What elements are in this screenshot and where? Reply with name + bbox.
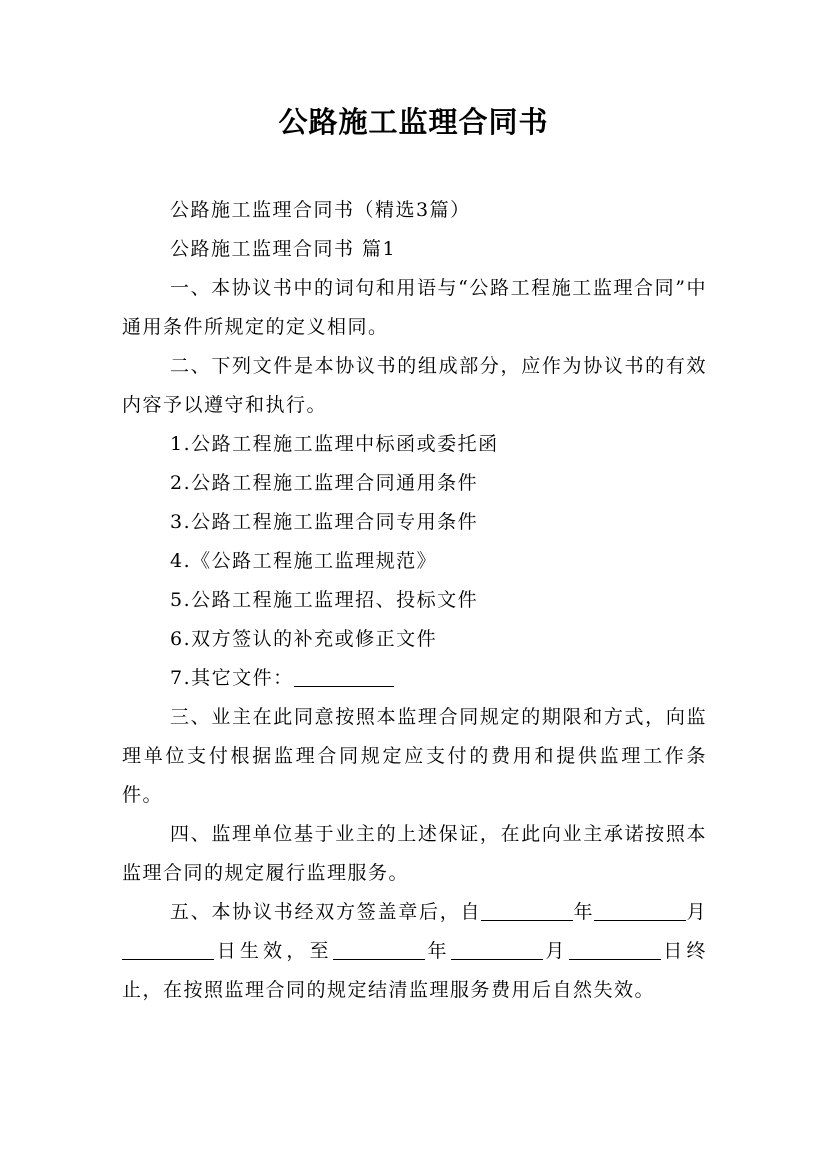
term-text-start: 五、本协议书经双方签盖章后，自 [170, 901, 482, 923]
list-item: 3.公路工程施工监理合同专用条件 [170, 511, 479, 533]
list-item: 5.公路工程施工监理招、投标文件 [170, 589, 479, 611]
blank-line [333, 937, 425, 960]
list-item: 2.公路工程施工监理合同通用条件 [170, 472, 479, 494]
document-title: 公路施工监理合同书 [278, 105, 549, 139]
list-item: 1.公路工程施工监理中标函或委托函 [170, 433, 499, 455]
blank-line [569, 937, 661, 960]
blank-line [294, 664, 394, 687]
term-day-1: 日生效，至 [214, 940, 333, 962]
paragraph-payment: 三、业主在此同意按照本监理合同规定的期限和方式，向监理单位支付根据监理合同规定应支付的费用和提供监理工作条件。 [122, 706, 707, 806]
term-year-2: 年 [424, 940, 451, 962]
list-item-label: 7.其它文件： [170, 667, 294, 689]
paragraph-term [122, 893, 707, 1010]
list-item: 4.《公路工程施工监理规范》 [170, 550, 438, 572]
term-text-end: 日终止，在按照监理合同的规定结清监理服务费用后自然失效。 [122, 940, 707, 1001]
document-body [122, 191, 707, 1010]
blank-line [122, 937, 214, 960]
document-subtitle: 公路施工监理合同书（精选3篇） [170, 199, 471, 221]
paragraph-definitions: 一、本协议书中的词句和用语与“公路工程施工监理合同”中通用条件所规定的定义相同。 [122, 277, 707, 338]
section-heading: 公路施工监理合同书 篇1 [170, 238, 397, 260]
list-item-other-documents [122, 659, 707, 698]
blank-line [451, 937, 543, 960]
list-item: 6.双方签认的补充或修正文件 [170, 628, 438, 650]
term-month-1: 月 [686, 901, 707, 923]
term-year-1: 年 [573, 901, 595, 923]
paragraph-commitment: 四、监理单位基于业主的上述保证，在此向业主承诺按照本监理合同的规定履行监理服务。 [122, 823, 707, 884]
term-month-2: 月 [542, 940, 569, 962]
blank-line [594, 898, 686, 921]
blank-line [481, 898, 573, 921]
paragraph-documents: 二、下列文件是本协议书的组成部分，应作为协议书的有效内容予以遵守和执行。 [122, 355, 707, 416]
